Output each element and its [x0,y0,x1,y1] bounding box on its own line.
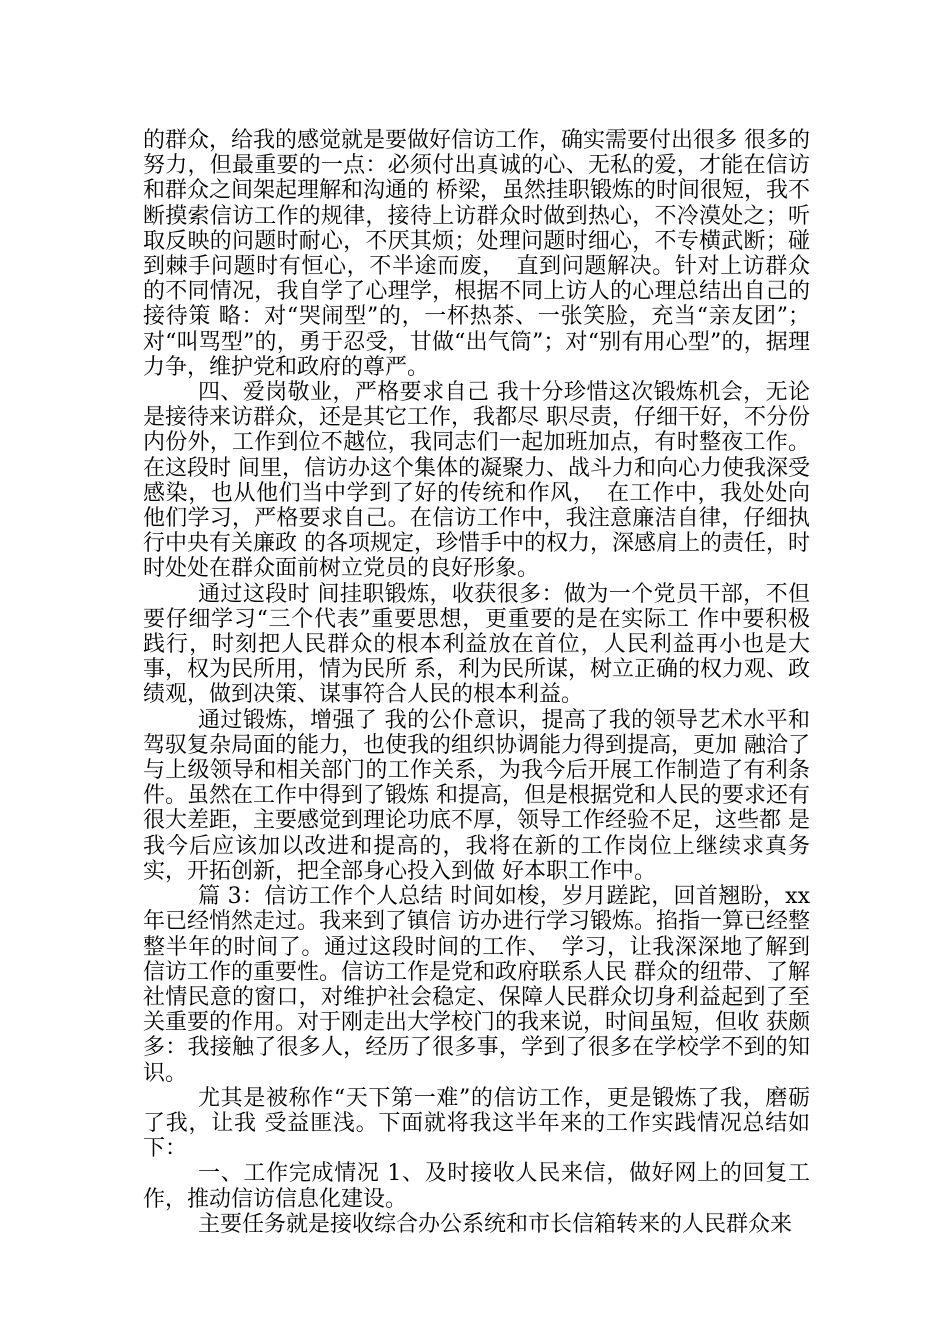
paragraph-7: 一、工作完成情况 1、及时接收人民来信，做好网上的回复工作，推动信访信息化建设。 [143,1161,810,1212]
paragraph-8: 主要任务就是接收综合办公系统和市长信箱转来的人民群众来 [198,1211,793,1237]
paragraph-3: 通过这段时 间挂职锻炼，收获很多：做为一个党员干部，不但要仔细学习“三个代表”重要思想，更重要的是在实际工 作中要积极践行，时刻把人民群众的根本利益放在首位，人民利益再小也是大事，权为民所用，情为民所 系，利为民所谋，树立正确的权力观、政绩观，做到决策、谋事符合人民的根本利益。 [143,581,810,708]
paragraph-6: 尤其是被称作“天下第一难”的信访工作，更是锻炼了我，磨砺了我，让我 受益匪浅。下面就将我这半年来的工作实践情况总结如下： [143,1085,810,1162]
paragraph-5: 篇 3：信访工作个人总结 时间如梭，岁月蹉跎，回首翘盼，xx 年已经悄然走过。我来到了镇信 访办进行学习锻炼。掐指一算已经整整半年的时间了。通过这段时间的工作、 学习，让我深深地了解到信访工作的重要性。信访工作是党和政府联系人民 群众的纽带、了解社情民意的窗口，对维护社会稳定、保障人民群众切身利益起到了至关重要的作用。对于刚走出大学校门的我来说，时间虽短，但收 获颇多：我接触了很多人，经历了很多事，学到了很多在学校学不到的知识。 [143,884,810,1086]
paragraph-4: 通过锻炼，增强了 我的公仆意识，提高了我的领导艺术水平和驾驭复杂局面的能力，也使我的组织协调能力得到提高，更加 融洽了与上级领导和相关部门的工作关系，为我今后开展工作制造了有利条件。虽然在工作中得到了锻炼 和提高，但是根据党和人民的要求还有很大差距，主要感觉到理论功底不厚，领导工作经验不足，这些都 是我今后应该加以改进和提高的，我将在新的工作岗位上继续求真务实，开拓创新，把全部身心投入到做 好本职工作中。 [143,707,810,884]
paragraph-1: 的群众，给我的感觉就是要做好信访工作，确实需要付出很多 很多的努力，但最重要的一点：必须付出真诚的心、无私的爱，才能在信访和群众之间架起理解和沟通的 桥梁，虽然挂职锻炼的时间很短，我不断摸索信访工作的规律，接待上访群众时做到热心，不冷漠处之；听取反映的问题时耐心，不厌其烦；处理问题时细心，不专横武断；碰到棘手问题时有恒心，不半途而废， 直到问题解决。针对上访群众的不同情况，我自学了心理学，根据不同上访人的心理总结出自己的接待策 略：对“哭闹型”的，一杯热茶、一张笑脸，充当“亲友团”；对“叫骂型”的，勇于忍受，甘做“出气筒”；对“别有用心型”的，据理力争，维护党和政府的尊严。 [143,128,810,380]
document-page [143,128,810,1237]
paragraph-2: 四、爱岗敬业，严格要求自己 我十分珍惜这次锻炼机会，无论是接待来访群众，还是其它工作，我都尽 职尽责，仔细干好，不分份内份外，工作到位不越位，我同志们一起加班加点，有时整夜工作。在这段时 间里，信访办这个集体的凝聚力、战斗力和向心力使我深受感染，也从他们当中学到了好的传统和作风， 在工作中，我处处向他们学习，严格要求自己。在信访工作中，我注意廉洁自律，仔细执行中央有关廉政 的各项规定，珍惜手中的权力，深感肩上的责任，时时处处在群众面前树立党员的良好形象。 [143,380,810,582]
